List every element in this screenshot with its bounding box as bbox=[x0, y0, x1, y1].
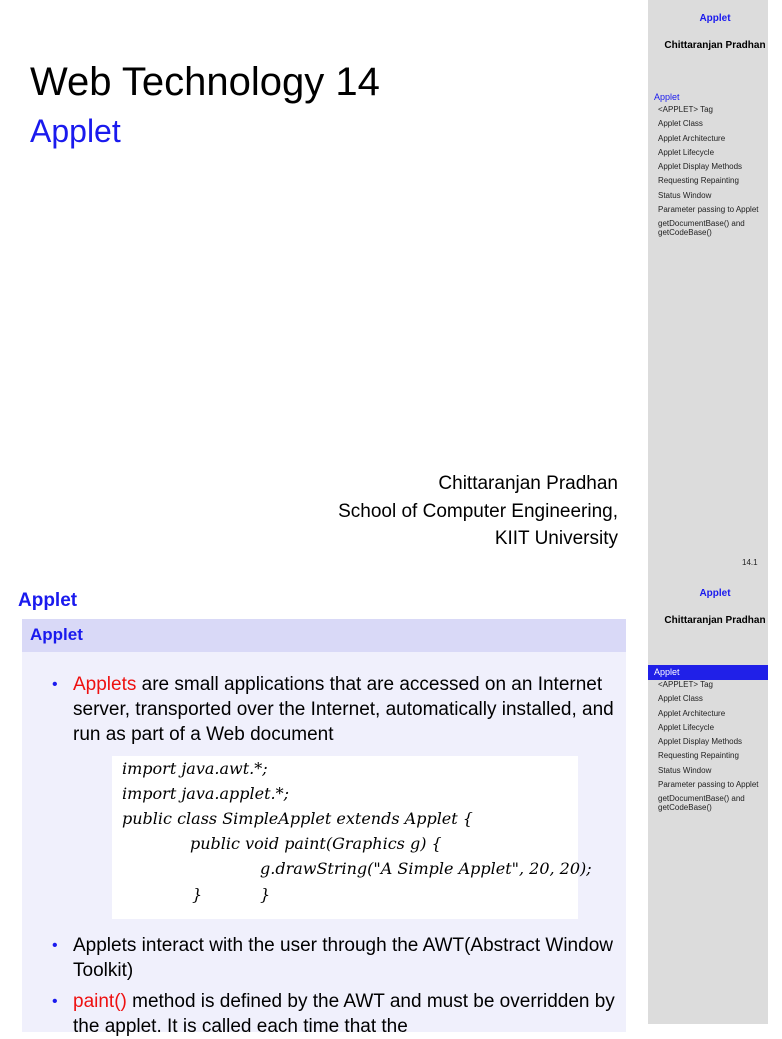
page-number: 14.1 bbox=[742, 558, 758, 567]
sidebar-author: Chittaranjan Pradhan bbox=[664, 615, 766, 626]
sidebar bbox=[648, 0, 768, 575]
sidebar-item-applet-tag[interactable]: <APPLET> Tag bbox=[658, 680, 713, 689]
code-line: g.drawString("A Simple Applet", 20, 20); bbox=[260, 859, 592, 878]
author-block bbox=[338, 470, 618, 553]
code-line: public void paint(Graphics g) { bbox=[190, 834, 442, 853]
sidebar-item-applet-architecture[interactable]: Applet Architecture bbox=[658, 133, 726, 143]
frame-title: Applet bbox=[18, 590, 78, 611]
code-line: import java.awt.*; bbox=[122, 759, 268, 778]
sidebar-nav bbox=[648, 665, 768, 818]
sidebar-item-applet-lifecycle[interactable]: Applet Lifecycle bbox=[658, 722, 715, 732]
sidebar-item-requesting-repainting[interactable]: Requesting Repainting bbox=[658, 751, 739, 761]
sidebar-item-applet-class[interactable]: Applet Class bbox=[658, 119, 703, 129]
slide-subtitle: Applet bbox=[30, 113, 121, 149]
code-snippet bbox=[112, 756, 592, 919]
sidebar-item-parameter-passing[interactable]: Parameter passing to Applet bbox=[658, 205, 759, 215]
author-affiliation-1: School of Computer Engineering, bbox=[338, 500, 618, 522]
sidebar-item-getdocumentbase[interactable]: getDocumentBase() and getCodeBase() bbox=[658, 219, 745, 238]
code-line: } bbox=[260, 885, 271, 904]
sidebar-title[interactable]: Applet bbox=[699, 13, 731, 24]
keyword-highlight: Applets bbox=[73, 674, 137, 695]
sidebar-item-applet-class[interactable]: Applet Class bbox=[658, 694, 703, 704]
sidebar-section-applet[interactable]: Applet bbox=[648, 665, 768, 680]
sidebar-item-getdocumentbase[interactable]: getDocumentBase() and getCodeBase() bbox=[658, 794, 745, 813]
bullet-text bbox=[73, 989, 628, 1039]
code-line: import java.applet.*; bbox=[122, 784, 290, 803]
sidebar-section-applet[interactable]: Applet bbox=[654, 92, 680, 102]
block-header bbox=[22, 619, 626, 652]
sidebar-item-parameter-passing[interactable]: Parameter passing to Applet bbox=[658, 780, 759, 790]
bullet-dot: • bbox=[52, 676, 58, 693]
sidebar-author: Chittaranjan Pradhan bbox=[664, 40, 766, 51]
sidebar-nav bbox=[648, 90, 768, 243]
sidebar-item-applet-tag[interactable]: <APPLET> Tag bbox=[658, 105, 713, 114]
bullet-dot: • bbox=[52, 993, 58, 1010]
sidebar-title[interactable]: Applet bbox=[699, 588, 731, 599]
sidebar bbox=[648, 575, 768, 1024]
author-affiliation-2: KIIT University bbox=[494, 528, 618, 549]
code-line: public class SimpleApplet extends Applet { bbox=[122, 809, 473, 828]
sidebar-item-applet-display-methods[interactable]: Applet Display Methods bbox=[658, 737, 743, 747]
sidebar-item-applet-display-methods[interactable]: Applet Display Methods bbox=[658, 162, 743, 172]
slide-title: Web Technology 14 bbox=[30, 60, 380, 104]
code-line: } bbox=[192, 885, 203, 904]
sidebar-item-status-window[interactable]: Status Window bbox=[658, 190, 712, 200]
keyword-highlight: paint() bbox=[73, 991, 127, 1012]
author-name: Chittaranjan Pradhan bbox=[438, 473, 618, 494]
sidebar-item-requesting-repainting[interactable]: Requesting Repainting bbox=[658, 176, 739, 186]
bullet-text bbox=[73, 672, 628, 747]
sidebar-item-status-window[interactable]: Status Window bbox=[658, 765, 712, 775]
sidebar-item-applet-architecture[interactable]: Applet Architecture bbox=[658, 708, 726, 718]
bullet-text: Applets interact with the user through the AWT(Abstract Window Toolkit) bbox=[73, 935, 613, 981]
bullet-body: are small applications that are accessed on an Internet server, transported over the Internet, automatically installed, and run as part of a Web document bbox=[73, 674, 614, 745]
sidebar-item-applet-lifecycle[interactable]: Applet Lifecycle bbox=[658, 147, 715, 157]
block-title: Applet bbox=[30, 625, 83, 644]
bullet-dot: • bbox=[52, 937, 58, 954]
content-slide bbox=[0, 575, 768, 1037]
bullet-body: method is defined by the AWT and must be overridden by the applet. It is called each time that the bbox=[73, 991, 615, 1037]
